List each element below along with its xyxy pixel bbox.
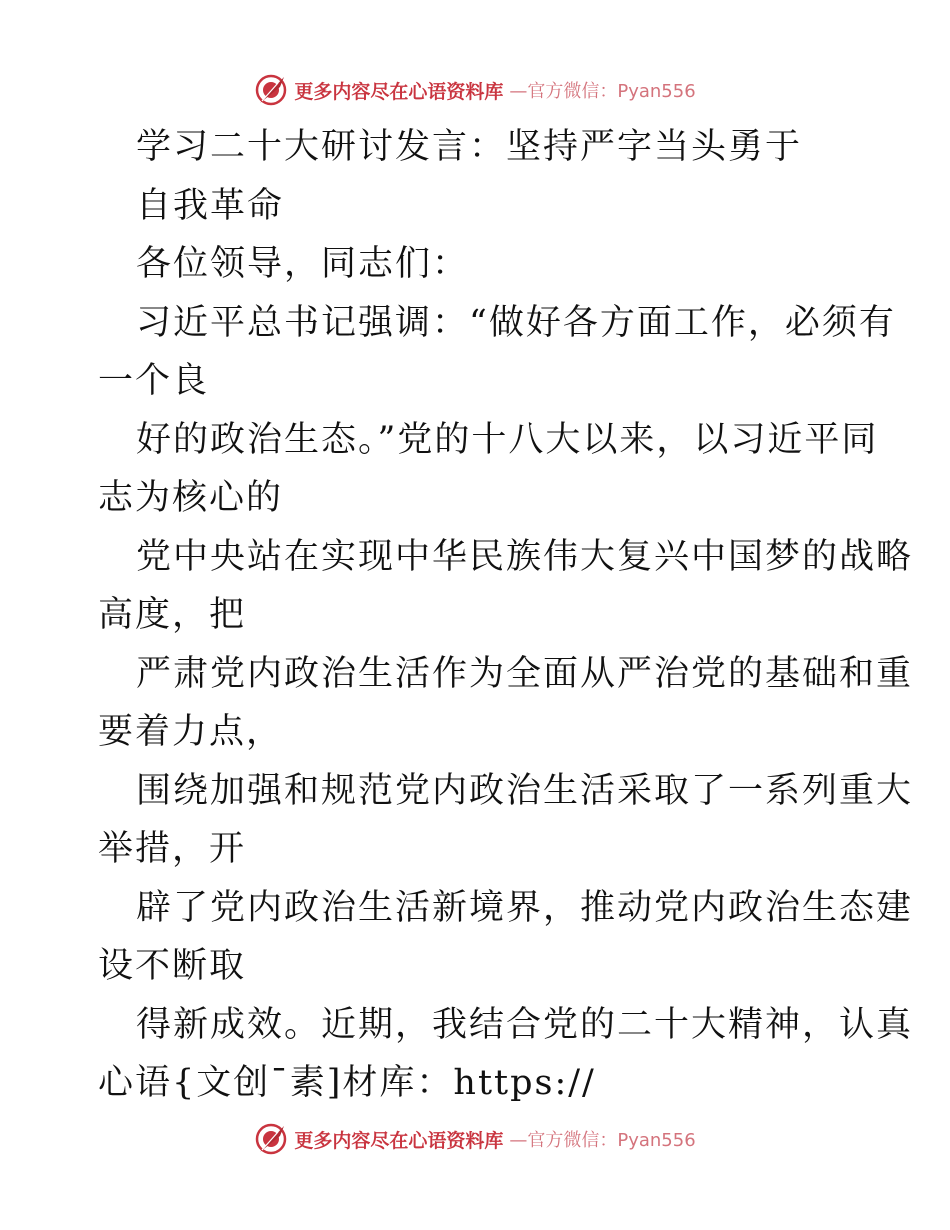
watermark-main-text: 更多内容尽在心语资料库: [294, 1129, 504, 1152]
header-watermark: [0, 70, 950, 110]
doc-line: 辟了党内政治生活新境界，推动党内政治生态建: [136, 887, 914, 928]
watermark-sub-text: —官方微信：Pyan556: [509, 81, 696, 102]
doc-line: 各位领导，同志们：: [136, 244, 470, 284]
doc-line: 围绕加强和规范党内政治生活采取了一系列重大: [136, 770, 914, 811]
doc-line: 好的政治生态。”党的十八大以来，以习近平同: [136, 419, 879, 460]
watermark-sub-text: —官方微信：Pyan556: [509, 1130, 696, 1151]
doc-line: 志为核心的: [98, 478, 284, 518]
doc-line: 党中央站在实现中华民族伟大复兴中国梦的战略: [136, 536, 914, 577]
doc-line: 举措，开: [98, 829, 247, 869]
doc-line: 高度，把: [98, 595, 247, 635]
footer-watermark: [0, 1119, 950, 1159]
document-body: [98, 118, 914, 1113]
quill-logo-icon: [254, 73, 288, 107]
doc-line: 习近平总书记强调：“做好各方面工作，必须有: [136, 302, 896, 343]
doc-line: 得新成效。近期，我结合党的二十大精神，认真: [136, 1004, 914, 1045]
doc-line: 一个良: [98, 361, 210, 401]
doc-line: 自我革命: [136, 185, 285, 226]
doc-line: 要着力点，: [98, 712, 284, 752]
doc-line: 学习二十大研讨发言：坚持严字当头勇于: [136, 127, 803, 167]
doc-line: 严肃党内政治生活作为全面从严治党的基础和重: [136, 653, 914, 694]
doc-line: 设不断取: [98, 946, 247, 986]
watermark-main-text: 更多内容尽在心语资料库: [294, 80, 504, 103]
doc-line: 心语{文创¯素]材库：https://: [98, 1063, 596, 1103]
quill-logo-icon: [254, 1122, 288, 1156]
